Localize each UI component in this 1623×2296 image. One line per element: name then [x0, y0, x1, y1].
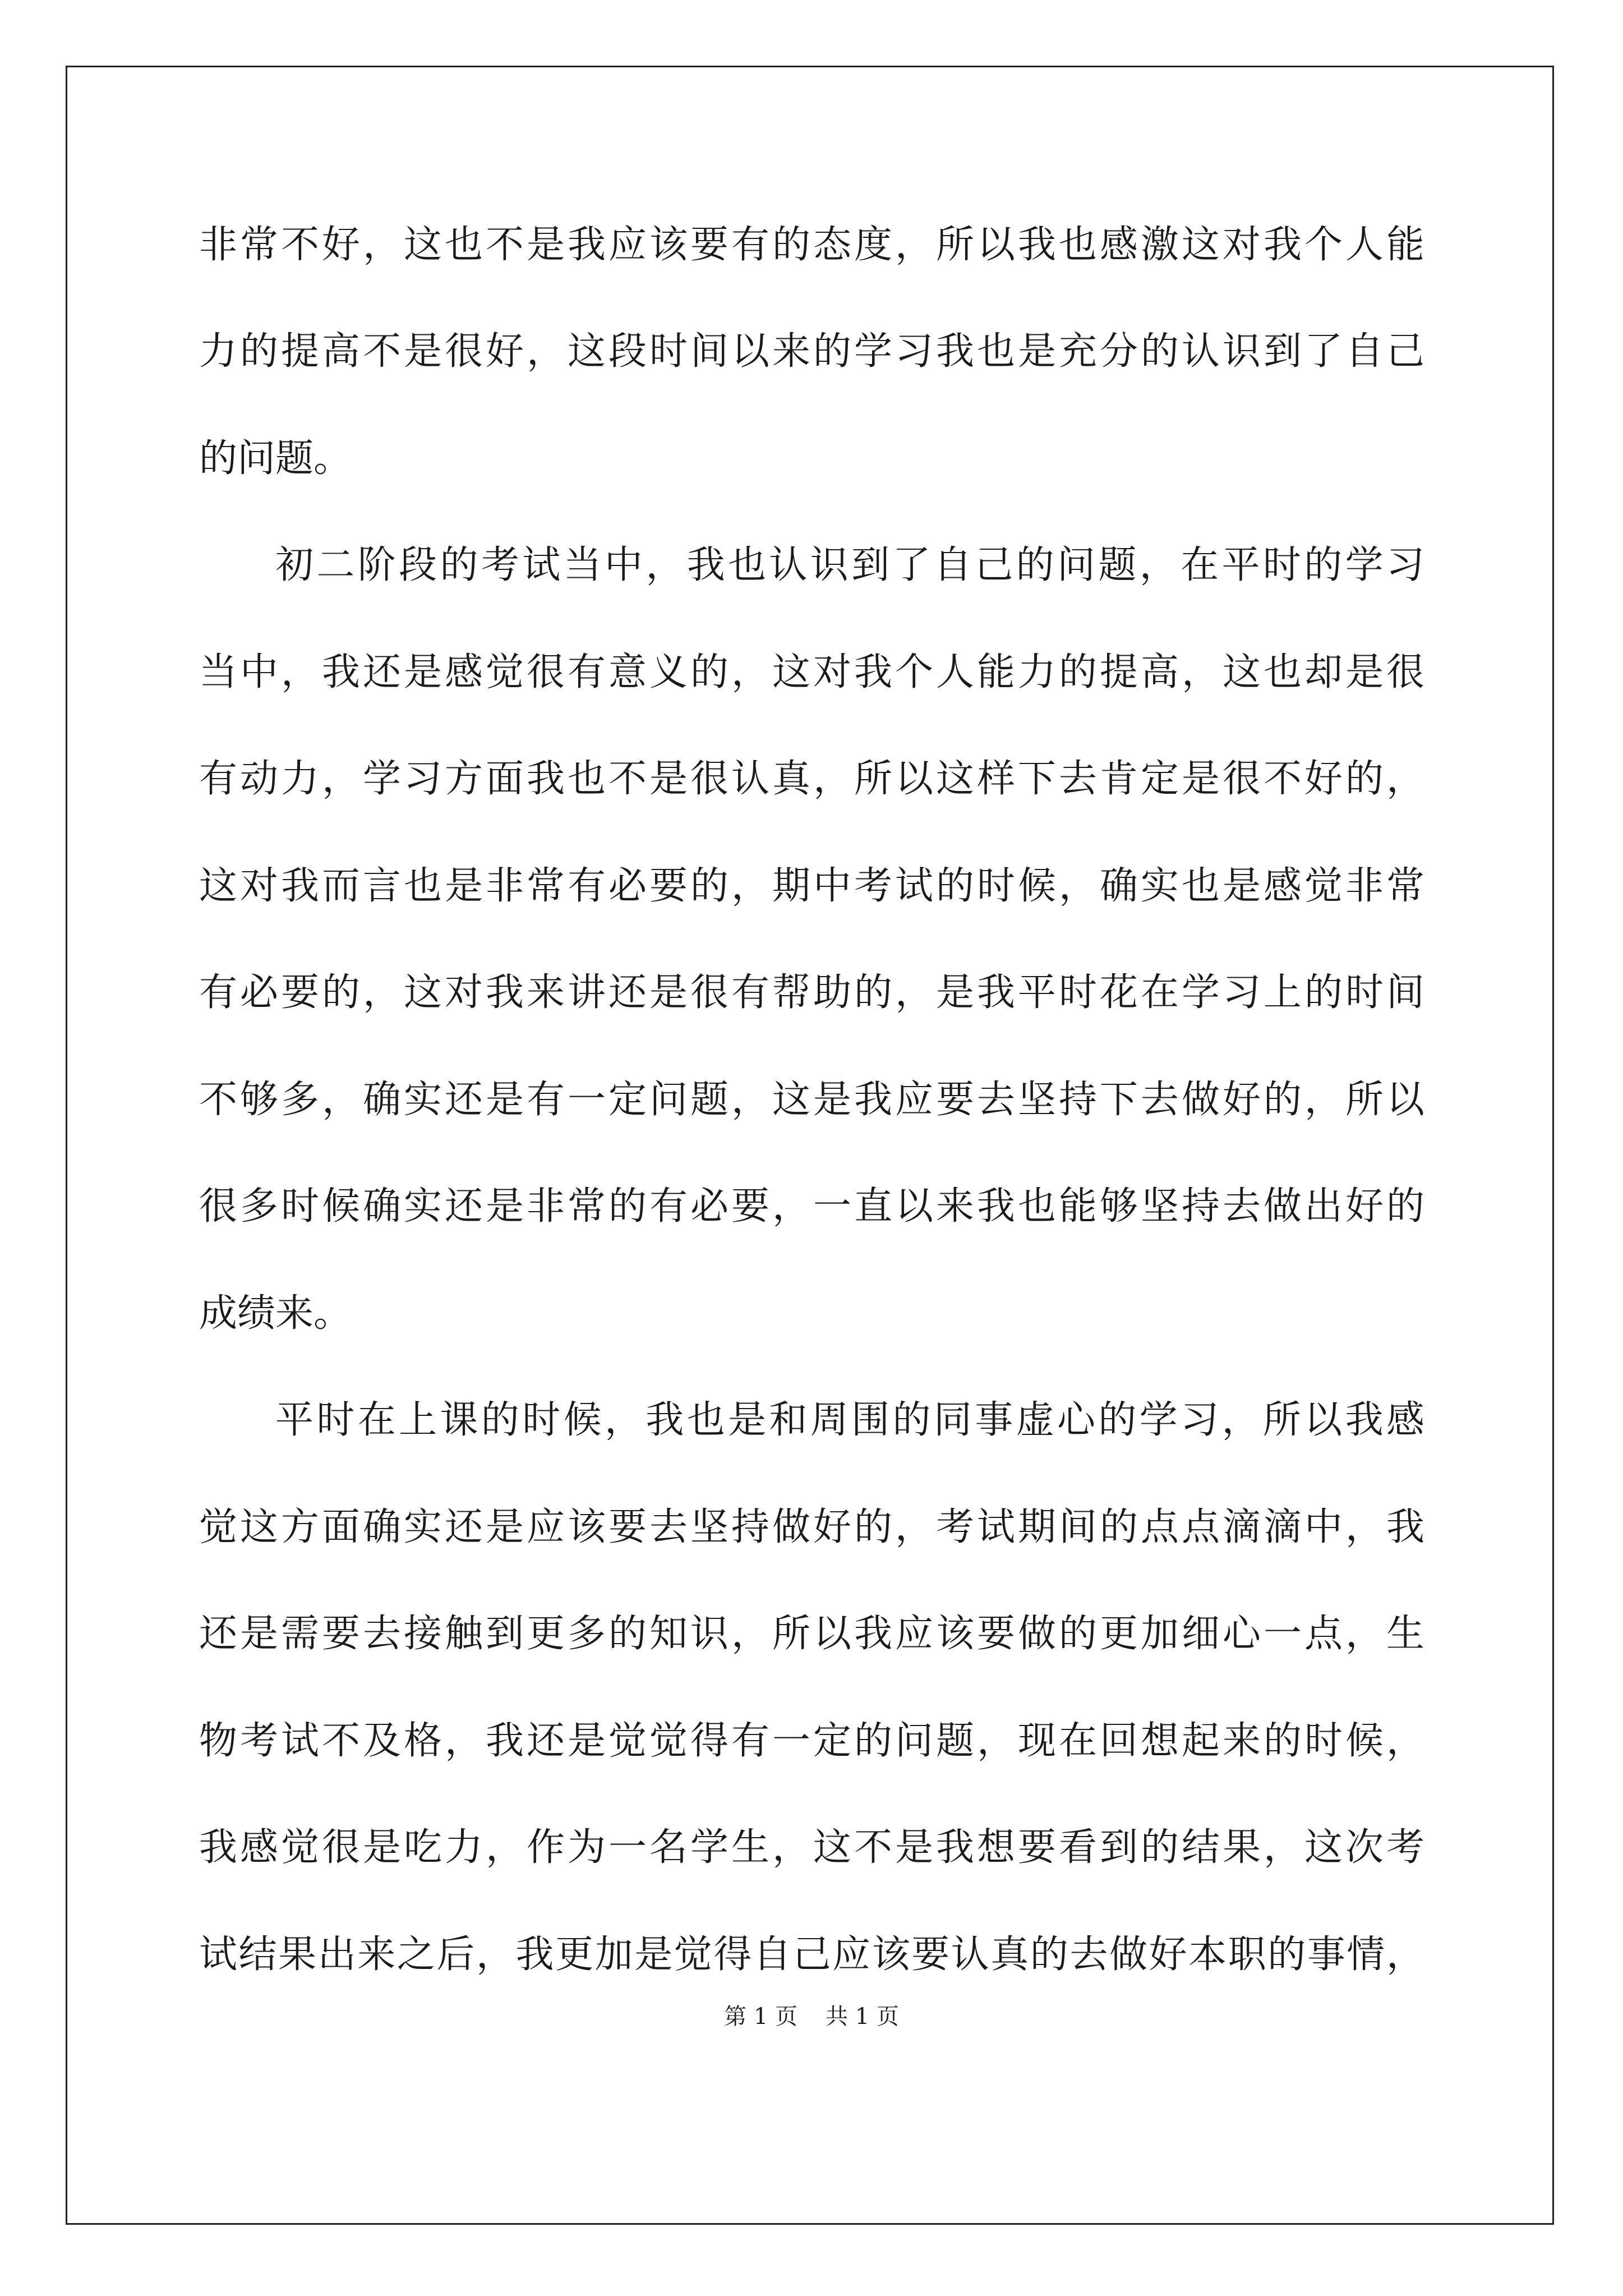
text-line: 初二阶段的考试当中，我也认识到了自己的问题，在平时的学习: [275, 543, 1424, 587]
text-line: 还是需要去接触到更多的知识，所以我应该要做的更加细心一点，生: [199, 1612, 1424, 1656]
page-border: [66, 66, 1554, 2225]
page-footer: [0, 2000, 1623, 2033]
page-number: 第 1 页: [724, 2004, 797, 2030]
text-line: 成绩来。: [199, 1291, 352, 1336]
text-line: 觉这方面确实还是应该要去坚持做好的，考试期间的点点滴滴中，我: [199, 1505, 1424, 1549]
text-line: 物考试不及格，我还是觉觉得有一定的问题，现在回想起来的时候，: [199, 1719, 1424, 1763]
text-line: 力的提高不是很好，这段时间以来的学习我也是充分的认识到了自己: [199, 329, 1424, 374]
text-line: 非常不好，这也不是我应该要有的态度，所以我也感激这对我个人能: [199, 223, 1424, 267]
text-line: 不够多，确实还是有一定问题，这是我应要去坚持下去做好的，所以: [199, 1078, 1424, 1122]
text-line: 平时在上课的时候，我也是和周围的同事虚心的学习，所以我感: [275, 1398, 1424, 1442]
text-line: 我感觉很是吃力，作为一名学生，这不是我想要看到的结果，这次考: [199, 1825, 1424, 1870]
page-total: 共 1 页: [826, 2004, 899, 2030]
text-line: 试结果出来之后，我更加是觉得自己应该要认真的去做好本职的事情，: [199, 1932, 1424, 1977]
text-line: 这对我而言也是非常有必要的，期中考试的时候，确实也是感觉非常: [199, 864, 1424, 908]
text-line: 的问题。: [199, 436, 352, 481]
text-line: 有动力，学习方面我也不是很认真，所以这样下去肯定是很不好的，: [199, 757, 1424, 801]
text-line: 当中，我还是感觉很有意义的，这对我个人能力的提高，这也却是很: [199, 650, 1424, 694]
text-line: 有必要的，这对我来讲还是很有帮助的，是我平时花在学习上的时间: [199, 970, 1424, 1015]
text-line: 很多时候确实还是非常的有必要，一直以来我也能够坚持去做出好的: [199, 1184, 1424, 1228]
